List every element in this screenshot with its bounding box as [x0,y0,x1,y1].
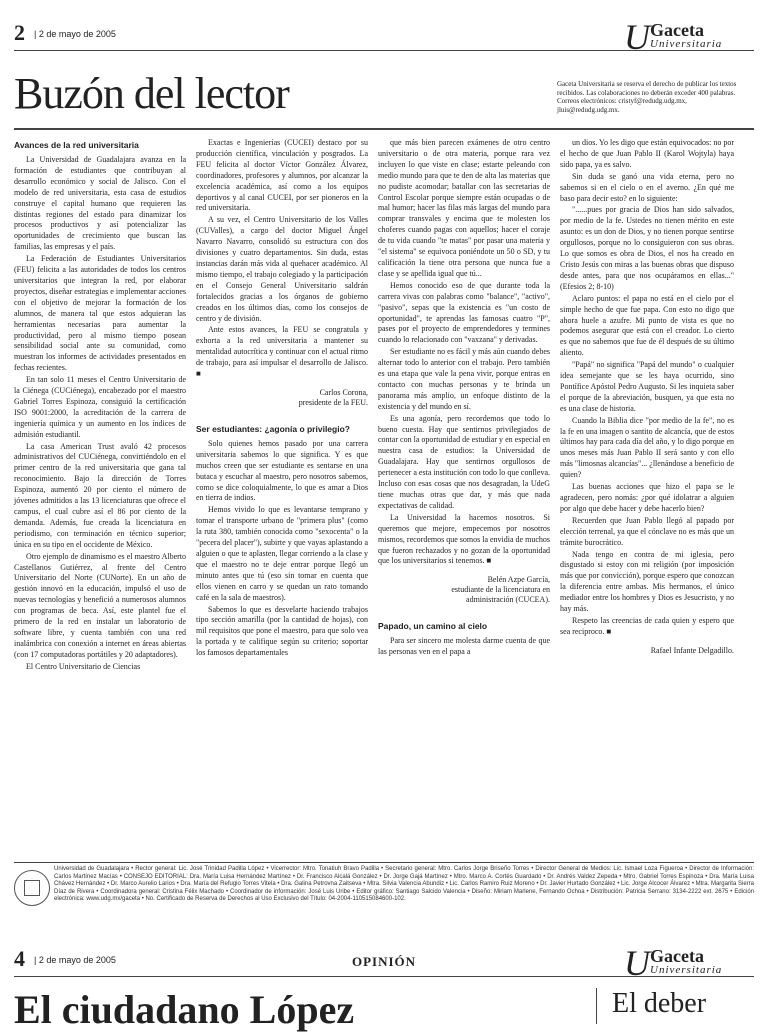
paragraph: "Papá" no significa "Papá del mundo" o cualquier idea semejante que se les haya ocurrido, sino Pontífice Apóstol Pedro Augusto. Si les inquieta saber el porque de la abreviación, busquen, ya que esta no es una clase de historia. [560,360,734,413]
paragraph: A su vez, el Centro Universitario de los Valles (CUValles), a cargo del doctor Miguel Ángel Navarro Navarro, consolidó su estructura con dos divisiones y cuatro departamentos. Sin duda, estas instancias darán más vida al quehacer académico. Al mismo tiempo, el trabajo colegiado y la participación en el Consejo General Universitario saldrán fortalecidos gracias a los órganos de gobierno creados en los últimos días, como los consejos de centro y de división. [196,215,368,323]
next-page-date: | 2 de mayo de 2005 [34,955,116,965]
logo-gaceta: Gaceta [650,20,704,40]
university-seal-icon [14,870,50,906]
header-rule [14,50,754,51]
letter-title: Papado, un camino al cielo [378,621,488,632]
column-2 [196,138,368,660]
column-divider [596,988,597,1024]
paragraph: que más bien parecen exámenes de otro centro universitario o de otra materia, porque rara vez incluyen lo que viste en clase; estarte peleando con medio mundo para que te den de alta las materias que no pudiste acomodar; batallar con las secretarias de Control Escolar porque siempre están ocupadas o de mal humor; hacer las filas más largas del mundo para comprar transvales y encima que te molesten los choferes cuando pagas con aquellos; hacer el coraje de tu vida cuando "te matas" por pasar una materia y "el sistema" se equivoca poniéndote un 50 o SD, y tu calificación la tiene otra persona que nunca fue a clase y se apellida igual que tú... [378,138,550,278]
paragraph: Otro ejemplo de dinamismo es el maestro Alberto Castellanos Gutiérrez, al frente del Centro Universitario del Norte (CUNorte). En un año de gestión innovó en la educación, impulsó el uso de nuevas tecnologías y benefició a numerosos alumnos con programas de beca. Así, este plantel fue el primero de la red en instalar un laboratorio de software libre, y cuenta también con una red inalámbrica con conexión a internet en áreas abiertas (con 17 computadoras portátiles y 20 adaptadores). [14,551,186,659]
page-number: 2 [14,20,25,45]
paragraph: Respeto las creencias de cada quien y espero que sea reciproco. ■ [560,615,734,636]
page-header [14,17,754,57]
credits-rule [14,862,754,863]
paragraph: Nada tengo en contra de mi iglesia, pero disgustado si estoy con mi religión (por imposición más que por convicción), porque espero que conozcan la diferencia entre ambas. Mis hermanos, el único mediador entre los hombres y Dios es Jesucristo, y no hay más. [560,549,734,614]
paragraph: Hemos conocido eso de que durante toda la carrera vivas con palabras como "balance", "activo", "pasivo", sepas que la existencia es "un costo de oportunidad", te aprendas las famosas cuatro "P", pases por el proyecto de emprendedores y termines cuando lo relacionado con "vaxzana" y derivadas. [378,280,550,345]
credits-box [14,866,754,934]
paragraph: Para ser sincero me molesta darme cuenta de que las personas ven en el papa a [378,636,550,657]
letter-title: Avances de la red universitaria [14,140,139,150]
logo-u: U [624,17,650,57]
paragraph: La Universidad de Guadalajara avanza en la formación de estudiantes que contribuyan al desarrollo económico y social de Jalisco. Con el modelo de red universitaria, esta casa de estudios construye el capital humano que requieren las distintas regiones del estado para dinamizar los procesos productivos y así potencializar las oportunidades de crecimiento que buscan las familias, las empresas y el país. [14,155,186,252]
next-article-title-2: El deber [612,988,707,1019]
credits-text: Universidad de Guadalajara • Rector general: Lic. José Trinidad Padilla López • Vicerrector: Mtro. Tonatiuh Bravo Padilla • Secretario general: Mtro. Carlos Jorge Briseño Torres • Director General de Medios: Lic. Ismael Loza Figueroa • Director de Información: Carlos Martínez Macías • CONSEJO EDITORIAL: Dra. María Luisa Hernández Martínez • Dr. Francisco Alcalá González • Dr. Jorge Gajá Martínez • Mtro. Marco A. Cortés Guardado • Dr. Andrés Valdez Zepeda • Mtro. Gabriel Torres Espinoza • Dra. María Luisa Chávez Hernández • Dr. Marco Aurelio Larios • Dra. María del Refugio Torres Vitela • Dra. Galina Petrovna Zaitseva • Mtra. Silvia Valencia Abundiz • Lic. Carlos Ramiro Ruiz Moreno • Dr. Javier Hurtado González • Lic. Jorge Alcocer Álvarez • Mtra. Margarita Sierra Díaz de Rivera • Coordinadora general: Cristina Félix Machado • Coordinador de información: José Luis Uribe • Editor gráfico: Santiago Salcido Valencia • Diseño: Miriam Marlene, Fernando Ochoa • Distribución: Patricia Serrano: 3134-2222 ext. 2675 • Edición electrónica: www.udg.mx/gaceta • No. Certificado de Reserva de Derechos al Uso Exclusivo del Título: 04-2004-110515084600-102. [54,866,754,902]
paragraph: Solo quienes hemos pasado por una carrera universitaria sabemos lo que significa. Y es que muchos creen que ser estudiante es sentarse en una butaca y escuchar al maestro, pero nosotros sabemos, como se dice coloquialmente, lo que es amar a Dios en tierra de indios. [196,438,368,503]
logo-universitaria: Universitaria [650,964,723,976]
paragraph: El Centro Universitario de Ciencias [26,661,141,671]
section-name: OPINIÓN [351,954,417,969]
paragraph: Cuando la Biblia dice "por medio de la fe", no es la fe en una imagen o santito de alcancía, que de estos últimos hay para cada día del año, y lo digo porque en unos meses más Juan Pablo II será santo y con ello más "limosnas alcancías"... ¿llenándose a beneficio de quien? [560,415,734,480]
paragraph: Sabemos lo que es desvelarte haciendo trabajos tipo sección amarilla (por la cantidad de hojas), con mil requisitos que pone el maestro, para que solo vea la portada y te califique según su criterio; soportar los famosos departamentales [196,604,368,658]
column-3 [378,138,550,659]
paragraph: La Federación de Estudiantes Universitarios (FEU) felicita a las autoridades de todos los centros universitarios que integran la red, por elaborar proyectos, diseñar estrategias e implementar acciones con el objetivo de mejorar la formación de los alumnos, de manera tal que estos adquieran las herramientas necesarias para aumentar la productividad, pero al mismo tiempo posean sensibilidad social ante su comunidad, como muestran los informes de actividades presentados en fechas recientes. [14,254,186,373]
logo-u: U [624,943,650,983]
paragraph: Hemos vivido lo que es levantarse temprano y tomar el transporte urbano de "primera plus" (como la ruta 380, también conocida como "sexocenta" o la "pecera del placer"), subirte y que vayas aplastando a alguien o que te aplasten, llegar corriendo a la clase y que el maestro no te deje entrar porque llegó un minuto antes que tú (eso sin tomar en cuenta que ellos vienen en carro y se quedan un rato tomando café en la sala de maestros). [196,505,368,602]
logo-universitaria: Universitaria [650,38,723,50]
paragraph: En tan solo 11 meses el Centro Universitario de la Ciénega (CUCiénega), encabezado por el maestro Gabriel Torres Espinoza, consiguió la certificación ISO 9001:2000, la acreditación de la carrera de ingeniería química y un aumento en los índices de admisión estudiantil. [14,375,186,439]
letter-title: Ser estudiantes: ¿agonía o privilegio? [196,423,350,434]
editorial-note: Gaceta Universitaria se reserva el derecho de publicar los textos recibidos. Las colaboraciones no deberán exceder 400 palabras. Correos electrónicos: cristyf@redudg.udg.mx, jluis@redudg.udg.mx. [557,80,737,114]
next-page-header [14,943,754,983]
next-page-rule [14,976,754,977]
issue-date: | 2 de mayo de 2005 [34,29,116,39]
letter-signature: Carlos Corona, presidente de la FEU. [298,387,368,407]
letter-signature: Rafael Infante Delgadillo. [650,645,734,655]
next-article-title: El ciudadano López [14,987,355,1032]
paragraph: Sin duda se ganó una vida eterna, pero no sabemos si en el cielo o en el averno. ¿En qué me baso para decir esto? en lo siguiente: [560,171,734,203]
paragraph: La casa American Trust avaló 42 procesos administrativos del CUCiénega, convirtiéndolo en el primer centro de la red universitaria que gana tal reconocimiento. Bajo la dirección de Torres Espinoza, aumentó 20 por ciento el número de jóvenes admitidos a las 13 licenciaturas que ofrece el campus, el cual cubre así el 86 por ciento de la demanda. Además, fue creada la licenciatura en periodismo, con terminación en técnico superior; única en su tipo en el occidente de México. [14,441,186,549]
paragraph: Ante estos avances, la FEU se congratula y exhorta a la red universitaria a mantener su mentalidad autocrítica y continuar con el actual ritmo de trabajo, para así impulsar el desarrollo de Jalisco. ■ [196,325,368,379]
paragraph: "......pues por gracia de Dios han sido salvados, por medio de la fe. Ustedes no tienen mérito en este asunto: es un don de Dios, y no tienen porque sentirse orgullosos, porque no lo consiguieron con sus obras. Lo que somos es obra de Dios, el nos ha creado en Cristo Jesús con miras a las buenas obras que dispuso desde antes, para que nos ocupáramos en ellas..." (Efesios 2; 8-10) [560,205,734,291]
next-page-number: 4 [14,946,25,971]
paragraph: La Universidad la hacemos nosotros. Si queremos que mejore, empecemos por nosotros mismos, recordemos que somos la envidia de muchos que fueron rechazados y no gozan de la oportunidad que los universitarios si tenemos. ■ [378,512,550,566]
paragraph: Las buenas acciones que hizo el papa se le agradecen, pero nomás: ¿por qué idolatrar a alguien por algo que debe hacer y debe hacerlo bien? [560,482,734,513]
letter-signature: Belén Azpe García, estudiante de la licenciatura en administración (CUCEA). [451,575,550,605]
gaceta-logo [624,943,754,983]
title-rule [14,128,754,130]
paragraph: Ser estudiante no es fácil y más aún cuando debes alternar todo lo anterior con el trabajo. Pero también es una etapa que vale la pena vivir, porque entras en contacto con muchas personas y te brinda un panorama más amplio, un enfoque distinto de la existencia y del mundo en sí. [378,347,550,411]
paragraph: Exactas e Ingenierías (CUCEI) destaco por su producción científica, vinculación y posgrados. La FEU felicita al doctor Víctor González Álvarez, coordinadores, profesores y alumnos, por alcanzar la excelencia académica, así como a los equipos deportivos y al canal CUCEI, por ser pioneros en la red universitaria. [196,138,368,213]
page-title: Buzón del lector [14,69,289,118]
logo-gaceta: Gaceta [650,946,704,966]
paragraph: Es una agonía, pero recordemos que todo lo bueno cuesta. Hay que sentirnos privilegiados de contar con la oportunidad de estudiar y en especial en nuestra casa de estudios: la Universidad de Guadalajara. Hay que sentirnos orgullosos de pertenecer a esta institución con todo lo que conlleva. Incluso con esas cosas que nos desagradan, la UdeG tiene muchas otras que dar, y más que nada expectativas de calidad. [378,413,550,510]
paragraph: Recuerden que Juan Pablo llegó al papado por elección terrenal, ya que el cónclave no es más que un trámite burocrático. [560,515,734,547]
paragraph: Aclaro puntos: el papa no está en el cielo por el simple hecho de que fue papa. Con esto no digo que ahora huele a azufre. Mi punto de vista es que no podemos asegurar que está con el creador. Lo cierto es que no sabemos que fue de él después de su último aliento. [560,293,734,358]
paragraph: un dios. Yo les digo que están equivocados: no por el hecho de que Juan Pablo II (Karol Wojtyla) haya sido papa, ya es salvo. [560,138,734,169]
column-4 [560,138,734,656]
gaceta-logo [624,17,754,57]
column-1 [14,138,186,674]
